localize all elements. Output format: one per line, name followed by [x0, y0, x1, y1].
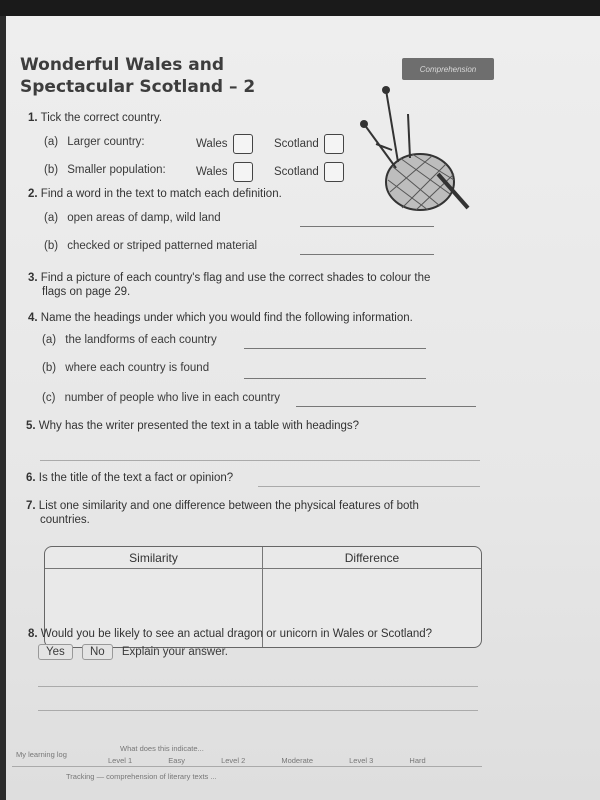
q1a-wales-checkbox[interactable] — [233, 134, 253, 154]
title-line-1: Wonderful Wales and — [20, 55, 225, 75]
q1a-scotland-checkbox[interactable] — [324, 134, 344, 154]
question-4b: (b) where each country is found — [42, 362, 210, 374]
no-option[interactable]: No — [82, 644, 113, 660]
q8-options — [38, 644, 228, 660]
q4c-answer-line[interactable] — [296, 406, 476, 407]
explain-label: Explain your answer. — [121, 646, 228, 658]
comprehension-badge: Comprehension — [402, 58, 494, 80]
footer-divider — [12, 766, 482, 767]
question-3-line-2: flags on page 29. — [42, 286, 131, 298]
q6-answer-line[interactable] — [258, 486, 480, 487]
q1b-wales-checkbox[interactable] — [233, 162, 253, 182]
footer-row-1: What does this indicate... — [120, 744, 204, 753]
question-7-line-2: countries. — [40, 514, 90, 526]
q1b-scotland-option: Scotland — [274, 162, 344, 182]
footer-row-3: Tracking — comprehension of literary texts ... — [66, 772, 217, 781]
q1a-scotland-option: Scotland — [274, 134, 344, 154]
bagpipe-icon — [358, 84, 474, 220]
page-title — [20, 54, 255, 98]
footer-level-1: Level 1 — [108, 756, 133, 765]
learning-log-footer — [12, 732, 482, 786]
yes-option[interactable]: Yes — [38, 644, 73, 660]
question-2a: (a) open areas of damp, wild land — [44, 212, 221, 224]
question-8: 8. Would you be likely to see an actual dragon or unicorn in Wales or Scotland? — [28, 628, 433, 640]
footer-easy: Easy — [168, 756, 185, 765]
learning-log-label: My learning log — [16, 750, 67, 759]
question-5: 5. Why has the writer presented the text in a table with headings? — [26, 420, 360, 432]
q4a-answer-line[interactable] — [244, 348, 426, 349]
q5-answer-line[interactable] — [40, 460, 480, 461]
question-2: 2. Find a word in the text to match each definition. — [28, 188, 282, 200]
q8-answer-line-2[interactable] — [38, 710, 478, 711]
difference-header: Difference — [263, 547, 481, 569]
similarity-header: Similarity — [45, 547, 263, 569]
question-1: 1. Tick the correct country. — [28, 112, 163, 124]
q1a-wales-option: Wales — [196, 134, 253, 154]
worksheet-page — [6, 16, 600, 800]
title-line-2: Spectacular Scotland – 2 — [20, 77, 256, 97]
question-4: 4. Name the headings under which you would find the following information. — [28, 312, 413, 324]
top-bezel — [0, 0, 600, 16]
question-1b: (b) Smaller population: — [44, 164, 166, 176]
footer-hard: Hard — [409, 756, 426, 765]
q4b-answer-line[interactable] — [244, 378, 426, 379]
question-1a: (a) Larger country: — [44, 136, 145, 148]
question-4c: (c) number of people who live in each country — [42, 392, 281, 404]
q2b-answer-line[interactable] — [300, 254, 434, 255]
q1b-wales-option: Wales — [196, 162, 253, 182]
question-6: 6. Is the title of the text a fact or opinion? — [26, 472, 234, 484]
q1b-scotland-checkbox[interactable] — [324, 162, 344, 182]
question-2b: (b) checked or striped patterned material — [44, 240, 258, 252]
question-4a: (a) the landforms of each country — [42, 334, 217, 346]
footer-level-3: Level 3 — [349, 756, 374, 765]
footer-row-2 — [108, 756, 460, 765]
question-7: 7. List one similarity and one difference between the physical features of both — [26, 500, 419, 512]
footer-moderate: Moderate — [281, 756, 314, 765]
q2a-answer-line[interactable] — [300, 226, 434, 227]
question-3: 3. Find a picture of each country's flag and use the correct shades to colour the — [28, 272, 431, 284]
footer-level-2: Level 2 — [221, 756, 246, 765]
q8-answer-line-1[interactable] — [38, 686, 478, 687]
